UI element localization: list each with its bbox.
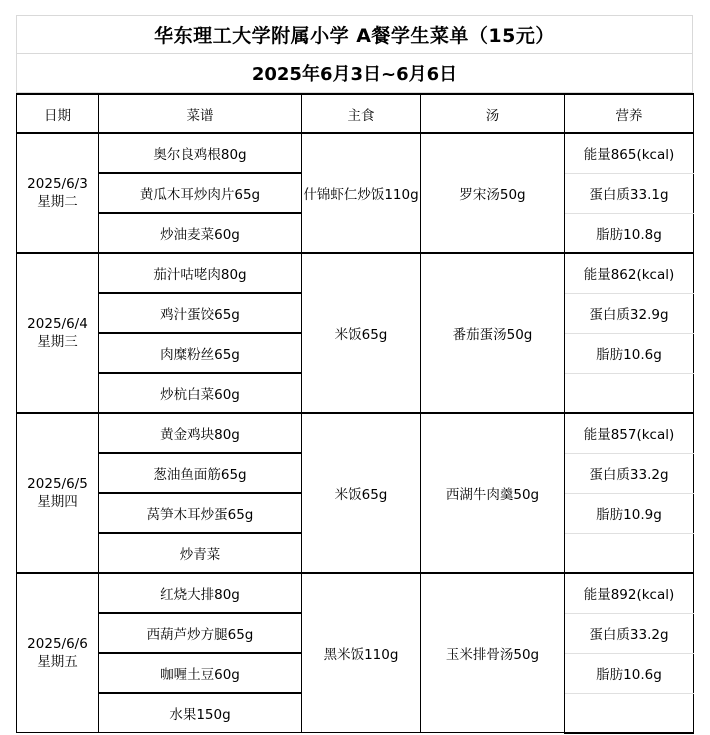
menu-title-text: 华东理工大学附属小学 A餐学生菜单（15元） <box>154 25 555 47</box>
soup-cell: 番茄蛋汤50g <box>421 253 565 413</box>
staple-cell: 什锦虾仁炒饭110g <box>302 133 421 253</box>
nutrition-protein: 蛋白质33.1g <box>565 173 694 213</box>
dish-cell: 肉糜粉丝65g <box>99 333 302 373</box>
soup-cell: 玉米排骨汤50g <box>421 573 565 733</box>
nutrition-fat: 脂肪10.6g <box>565 653 694 693</box>
nutrition-energy: 能量892(kcal) <box>565 573 694 613</box>
dish-cell: 西葫芦炒方腿65g <box>99 613 302 653</box>
date-text: 2025/6/3 <box>27 176 88 192</box>
weekday-text: 星期二 <box>37 194 78 210</box>
nutrition-fat: 脂肪10.6g <box>565 333 694 373</box>
soup-cell: 罗宋汤50g <box>421 133 565 253</box>
menu-table <box>16 93 694 734</box>
table-row <box>17 253 694 293</box>
date-text: 2025/6/4 <box>27 316 88 332</box>
staple-cell: 黑米饭110g <box>302 573 421 733</box>
dish-cell: 咖喱土豆60g <box>99 653 302 693</box>
dish-cell: 炒青菜 <box>99 533 302 573</box>
dish-cell: 红烧大排80g <box>99 573 302 613</box>
weekday-text: 星期四 <box>37 494 78 510</box>
date-text: 2025/6/5 <box>27 476 88 492</box>
menu-title <box>16 15 693 53</box>
table-row <box>17 413 694 453</box>
staple-cell: 米饭65g <box>302 413 421 573</box>
dish-cell: 炒油麦菜60g <box>99 213 302 253</box>
dish-cell: 奥尔良鸡根80g <box>99 133 302 173</box>
nutrition-empty <box>565 373 694 413</box>
date-cell <box>17 133 99 253</box>
nutrition-empty <box>565 693 694 733</box>
nutrition-energy: 能量862(kcal) <box>565 253 694 293</box>
nutrition-energy: 能量865(kcal) <box>565 133 694 173</box>
dish-cell: 黄瓜木耳炒肉片65g <box>99 173 302 213</box>
nutrition-fat: 脂肪10.9g <box>565 493 694 533</box>
date-cell <box>17 413 99 573</box>
dish-cell: 葱油鱼面筋65g <box>99 453 302 493</box>
date-range <box>16 53 693 93</box>
header-staple: 主食 <box>302 94 421 133</box>
weekday-text: 星期五 <box>37 654 78 670</box>
table-row <box>17 573 694 613</box>
staple-cell: 米饭65g <box>302 253 421 413</box>
date-text: 2025/6/6 <box>27 636 88 652</box>
nutrition-protein: 蛋白质32.9g <box>565 293 694 333</box>
dish-cell: 鸡汁蛋饺65g <box>99 293 302 333</box>
date-cell <box>17 573 99 733</box>
dish-cell: 炒杭白菜60g <box>99 373 302 413</box>
header-dishes: 菜谱 <box>99 94 302 133</box>
dish-cell: 黄金鸡块80g <box>99 413 302 453</box>
date-cell <box>17 253 99 413</box>
soup-cell: 西湖牛肉羹50g <box>421 413 565 573</box>
date-range-text: 2025年6月3日~6月6日 <box>251 64 458 85</box>
header-nutrition: 营养 <box>565 94 694 133</box>
nutrition-protein: 蛋白质33.2g <box>565 453 694 493</box>
nutrition-empty <box>565 533 694 573</box>
table-row <box>17 133 694 173</box>
dish-cell: 水果150g <box>99 693 302 733</box>
header-date: 日期 <box>17 94 99 133</box>
weekday-text: 星期三 <box>37 334 78 350</box>
header-row <box>17 94 694 133</box>
nutrition-energy: 能量857(kcal) <box>565 413 694 453</box>
nutrition-protein: 蛋白质33.2g <box>565 613 694 653</box>
nutrition-fat: 脂肪10.8g <box>565 213 694 253</box>
menu-sheet <box>16 15 693 734</box>
header-soup: 汤 <box>421 94 565 133</box>
dish-cell: 茄汁咕咾肉80g <box>99 253 302 293</box>
dish-cell: 莴笋木耳炒蛋65g <box>99 493 302 533</box>
